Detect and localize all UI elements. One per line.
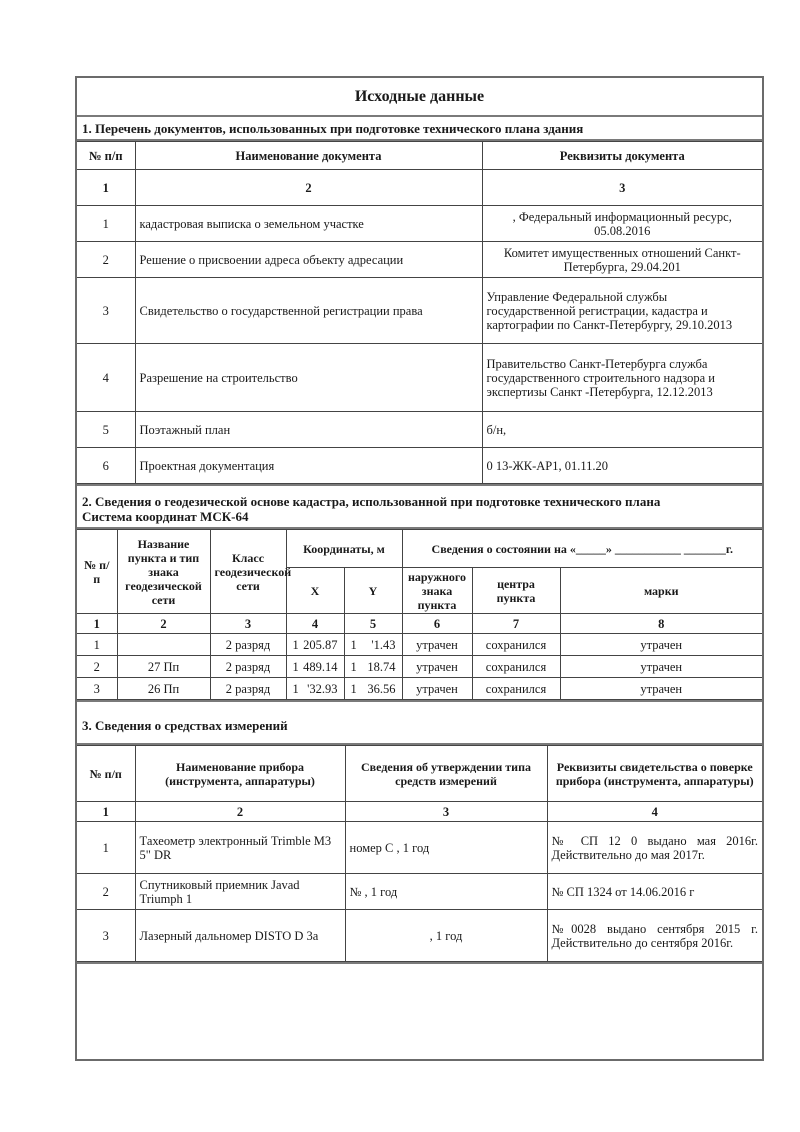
header-cell: Сведения об утверждении типа средств измерений [345,746,547,802]
coord-x-prefix: 1 [292,637,299,652]
table-row [77,634,762,656]
coord-x-prefix: 1 [292,681,299,696]
verification-certificate: №0028 выдано сентября 2015 г. Действительно до сентября 2016г. [547,910,762,962]
table-row [77,822,762,874]
center-state: сохранился [472,656,560,678]
column-number: 1 [77,170,135,206]
network-class: 2 разряд [210,634,286,656]
coord-y-prefix: 1 [350,637,357,652]
point-name [117,634,210,656]
document-requisites: , Федеральный информационный ресурс, 05.08.2016 [482,206,762,242]
header-cell: № п/п [77,746,135,802]
outer-sign-state: утрачен [402,678,472,700]
table-row [77,678,762,700]
column-number: 5 [344,614,402,634]
coord-y-value: 36.56 [367,681,396,696]
coord-x-value: 205.87 [303,637,338,652]
header-cell: Класс геодезической сети [210,530,286,614]
center-state: сохранился [472,634,560,656]
section3-heading: 3. Сведения о средствах измерений [77,702,762,745]
documents-table [77,141,762,484]
row-number: 4 [77,344,135,412]
verification-certificate: № СП 1324 от 14.06.2016 г [547,874,762,910]
table-row [77,242,762,278]
column-number: 2 [135,802,345,822]
row-number: 2 [77,874,135,910]
row-number: 5 [77,412,135,448]
coord-y [344,656,402,678]
row-number: 2 [77,242,135,278]
row-number: 3 [77,278,135,344]
document-requisites: Комитет имущественных отношений Санкт-Петербурга, 29.04.201 [482,242,762,278]
instruments-table [77,745,762,962]
header-cell: Название пункта и тип знака геодезической сети [117,530,210,614]
document-name: Поэтажный план [135,412,482,448]
column-number: 8 [560,614,762,634]
coord-x [286,656,344,678]
coord-y [344,634,402,656]
row-number: 3 [77,678,117,700]
table-row [77,412,762,448]
outer-sign-state: утрачен [402,634,472,656]
row-number: 1 [77,634,117,656]
document-frame [75,76,764,1061]
column-number: 3 [210,614,286,634]
row-number: 3 [77,910,135,962]
section2-heading [77,486,762,529]
column-number: 6 [402,614,472,634]
coord-y-prefix: 1 [350,659,357,674]
row-number: 1 [77,206,135,242]
instrument-name: Спутниковый приемник Javad Triumph 1 [135,874,345,910]
row-number: 1 [77,822,135,874]
header-cell: № п/п [77,142,135,170]
mark-state: утрачен [560,634,762,656]
table-row [77,910,762,962]
coord-y-prefix: 1 [350,681,357,696]
document-name: Решение о присвоении адреса объекту адресации [135,242,482,278]
column-number: 3 [482,170,762,206]
coord-x [286,634,344,656]
section1-table-wrap [77,141,762,486]
header-cell: наружного знака пункта [402,568,472,614]
header-cell: № п/п [77,530,117,614]
geodetic-table [77,529,762,700]
document-requisites: б/н, [482,412,762,448]
coord-x-value: 489.14 [303,659,338,674]
coord-y [344,678,402,700]
table-row [77,344,762,412]
mark-state: утрачен [560,678,762,700]
network-class: 2 разряд [210,678,286,700]
column-number: 1 [77,614,117,634]
column-number: 2 [135,170,482,206]
point-name: 26 Пп [117,678,210,700]
center-state: сохранился [472,678,560,700]
row-number: 2 [77,656,117,678]
row-number: 6 [77,448,135,484]
network-class: 2 разряд [210,656,286,678]
verification-certificate: № СП 12 0 выдано мая 2016г. Действительно до мая 2017г. [547,822,762,874]
header-cell: Сведения о состоянии на «_____» ___________ _______г. [402,530,762,568]
column-number: 4 [547,802,762,822]
coord-y-value: 18.74 [367,659,396,674]
column-number: 7 [472,614,560,634]
type-approval: , 1 год [345,910,547,962]
document-requisites: Правительство Санкт-Петербурга служба государственного строительного надзора и экспертизы Санкт -Петербурга, 12.12.2013 [482,344,762,412]
outer-sign-state: утрачен [402,656,472,678]
type-approval: номер С , 1 год [345,822,547,874]
section3-table-wrap [77,745,762,964]
instrument-name: Лазерный дальномер DISTO D 3a [135,910,345,962]
section2-table-wrap [77,529,762,702]
document-name: Проектная документация [135,448,482,484]
coord-x-value: '32.93 [307,681,338,696]
header-cell: марки [560,568,762,614]
header-cell: центра пункта [472,568,560,614]
table-row [77,448,762,484]
coord-x-prefix: 1 [292,659,299,674]
header-cell: Реквизиты документа [482,142,762,170]
table-row [77,206,762,242]
document-name: Свидетельство о государственной регистрации права [135,278,482,344]
table-row [77,874,762,910]
document-requisites: Управление Федеральной службы государственной регистрации, кадастра и картографии по Санкт-Петербургу, 29.10.2013 [482,278,762,344]
document-name: кадастровая выписка о земельном участке [135,206,482,242]
header-cell: Y [344,568,402,614]
header-cell: Реквизиты свидетельства о поверке прибора (инструмента, аппаратуры) [547,746,762,802]
mark-state: утрачен [560,656,762,678]
column-number: 3 [345,802,547,822]
type-approval: № , 1 год [345,874,547,910]
coord-x [286,678,344,700]
document-requisites: 0 13-ЖК-АР1, 01.11.20 [482,448,762,484]
section2-heading-line1: 2. Сведения о геодезической основе кадастра, использованной при подготовке технического плана [82,494,661,509]
page-title: Исходные данные [77,78,762,117]
document-name: Разрешение на строительство [135,344,482,412]
table-row [77,278,762,344]
header-cell: X [286,568,344,614]
column-number: 4 [286,614,344,634]
column-number: 1 [77,802,135,822]
point-name: 27 Пп [117,656,210,678]
header-cell: Наименование документа [135,142,482,170]
table-row [77,656,762,678]
instrument-name: Тахеометр электронный Trimble M3 5" DR [135,822,345,874]
section1-heading: 1. Перечень документов, использованных при подготовке технического плана здания [77,117,762,141]
coord-y-value: '1.43 [371,637,396,652]
section2-heading-line2: Система координат МСК-64 [82,509,249,524]
column-number: 2 [117,614,210,634]
header-cell: Наименование прибора (инструмента, аппаратуры) [135,746,345,802]
header-cell: Координаты, м [286,530,402,568]
